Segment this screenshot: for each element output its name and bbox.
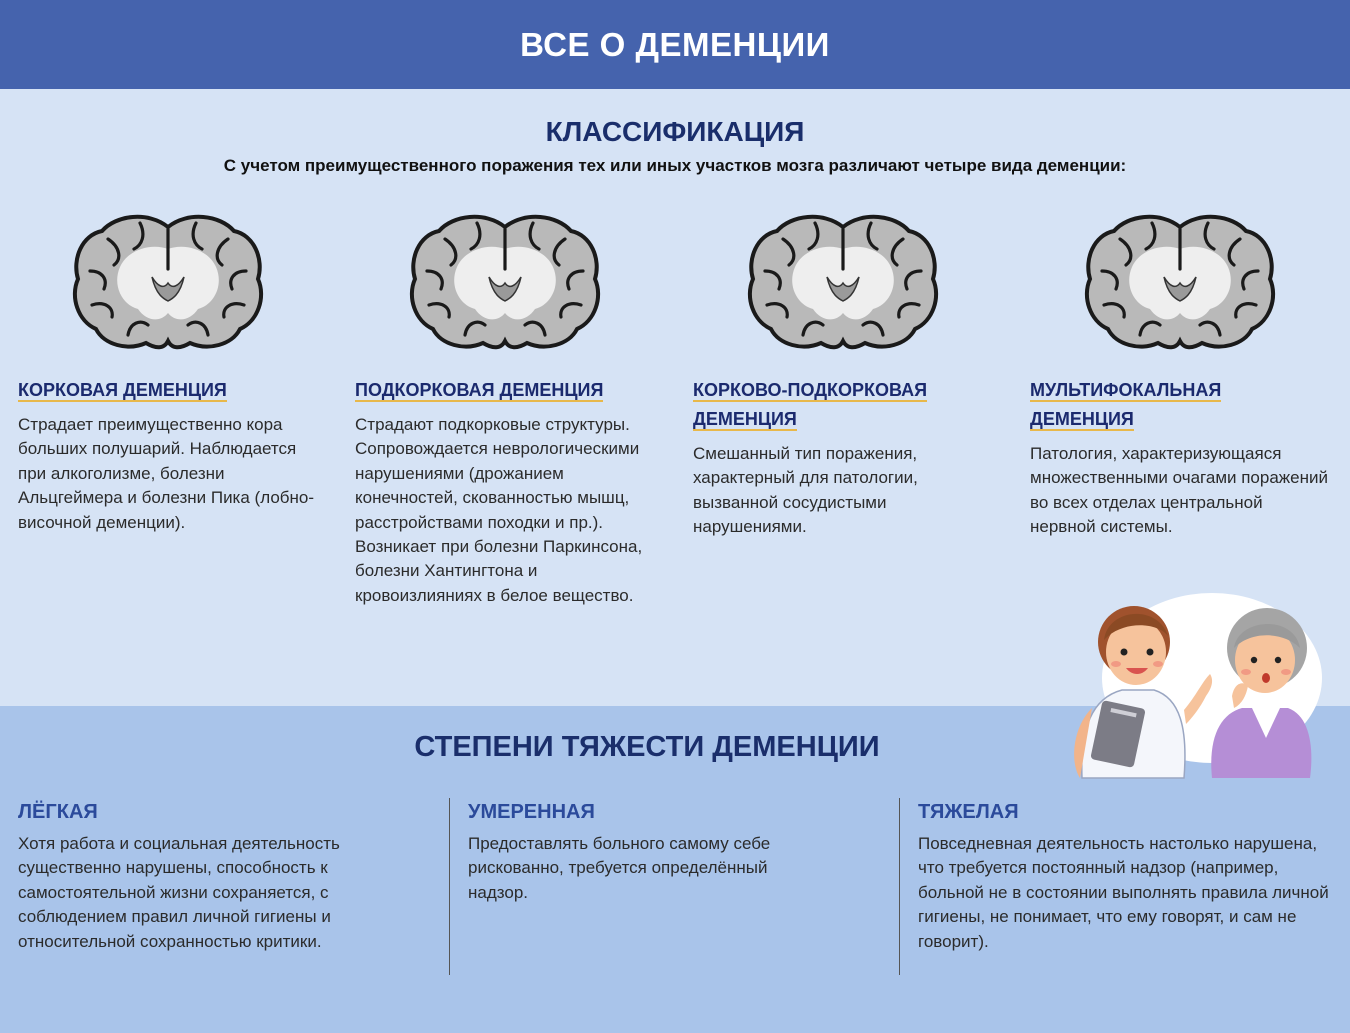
column-divider [449, 798, 450, 975]
dementia-type-title: МУЛЬТИФОКАЛЬНАЯ ДЕМЕНЦИЯ [1030, 380, 1222, 429]
severity-title: СТЕПЕНИ ТЯЖЕСТИ ДЕМЕНЦИИ [414, 731, 880, 763]
classification-subtitle: С учетом преимущественного поражения тех или иных участков мозга различают четыре вида деменции: [223, 156, 1127, 175]
brain-cross-section-icon [1080, 209, 1280, 354]
severity-level-title: ТЯЖЕЛАЯ [918, 801, 1019, 823]
severity-level-title: УМЕРЕННАЯ [468, 801, 595, 823]
severity-level-severe [918, 801, 1338, 954]
dementia-type-cortical-subcortical [693, 209, 963, 540]
brain-cross-section-icon [405, 209, 605, 354]
severity-level-description: Хотя работа и социальная деятельность существенно нарушены, способность к самостоятельной жизни сохраняется, с соблюдением правил личной гигиены и относительной сохранностью критики. [18, 834, 340, 951]
severity-level-description: Предоставлять больного самому себе рискованно, требуется определённый надзор. [468, 834, 771, 902]
classification-title: КЛАССИФИКАЦИЯ [545, 116, 805, 147]
dementia-type-description: Смешанный тип поражения, характерный для патологии, вызванной сосудистыми нарушениями. [693, 444, 918, 537]
severity-level-title: ЛЁГКАЯ [18, 801, 98, 823]
dementia-type-description: Патология, характеризующаяся множественными очагами поражений во всех отделах центральной нервной системы. [1030, 444, 1329, 537]
dementia-type-title: КОРКОВО-ПОДКОРКОВАЯ ДЕМЕНЦИЯ [693, 380, 928, 429]
dementia-type-description: Страдают подкорковые структуры. Сопровождается неврологическими нарушениями (дрожанием конечностей, скованностью мышц, расстройствами походки и пр.). Возникает при болезни Паркинсона, болезни Хантингтона и кровоизлияниях в белое вещество. [355, 415, 643, 605]
column-divider [899, 798, 900, 975]
dementia-type-multifocal [1030, 209, 1330, 540]
brain-cross-section-icon [743, 209, 943, 354]
severity-level-description: Повседневная деятельность настолько нарушена, что требуется постоянный надзор (например, больной не в состоянии выполнять правила личной гигиены, не понимает, что ему говорят, и сам не говорит). [918, 834, 1329, 951]
page-header [0, 0, 1350, 89]
dementia-type-title: КОРКОВАЯ ДЕМЕНЦИЯ [18, 380, 227, 400]
dementia-type-title: ПОДКОРКОВАЯ ДЕМЕНЦИЯ [355, 380, 604, 400]
severity-level-mild [18, 801, 398, 954]
severity-level-moderate [468, 801, 828, 905]
dementia-type-cortical [18, 209, 328, 535]
nurse-and-elderly-woman-illustration [1062, 578, 1322, 788]
dementia-type-subcortical [355, 209, 665, 608]
page-title: ВСЕ О ДЕМЕНЦИИ [520, 25, 830, 63]
dementia-type-description: Страдает преимущественно кора больших полушарий. Наблюдается при алкоголизме, болезни Альцгеймера и болезни Пика (лобно-височной деменции). [18, 415, 315, 532]
brain-cross-section-icon [68, 209, 268, 354]
